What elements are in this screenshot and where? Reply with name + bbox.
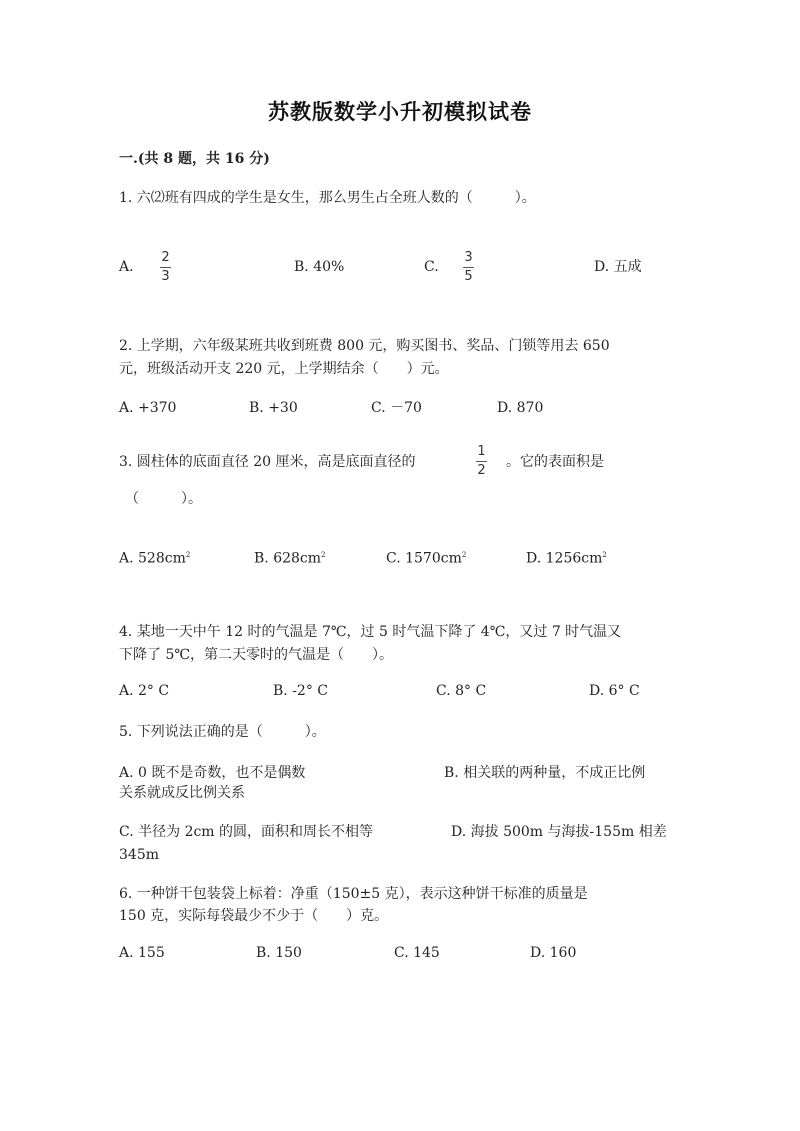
q4-option-c: C. 8° C bbox=[436, 683, 487, 699]
q3-option-c bbox=[386, 545, 466, 569]
fraction-bar bbox=[476, 461, 487, 462]
q5-option-c: C. 半径为 2cm 的圆，面积和周长不相等 bbox=[119, 824, 374, 840]
unit-superscript: 2 bbox=[461, 551, 467, 559]
fraction-numerator: 2 bbox=[161, 250, 170, 265]
section-heading: 一.(共 8 题，共 16 分) bbox=[119, 151, 270, 167]
option-text: A. 528cm bbox=[119, 550, 186, 567]
unit-superscript: 2 bbox=[321, 551, 326, 559]
q1-option-d: D. 五成 bbox=[594, 259, 642, 275]
q6-option-d: D. 160 bbox=[530, 945, 577, 961]
question-1-stem: 1. 六⑵班有四成的学生是女生，那么男生占全班人数的（ ）。 bbox=[119, 190, 536, 206]
q5-option-d-line1: D. 海拔 500m 与海拔-155m 相差 bbox=[451, 824, 667, 840]
q2-option-a: A. +370 bbox=[119, 400, 177, 416]
fraction-numerator: 3 bbox=[464, 250, 473, 265]
question-4-stem-line1: 4. 某地一天中午 12 时的气温是 7℃，过 5 时气温下降了 4℃，又过 7 时气温又 bbox=[119, 624, 622, 640]
q3-option-d bbox=[526, 545, 607, 569]
question-6-stem-line1: 6. 一种饼干包装袋上标着：净重（150±5 克），表示这种饼干标准的质量是 bbox=[119, 886, 588, 902]
question-3-stem-part2: 。它的表面积是 bbox=[506, 454, 604, 470]
q1-option-b: B. 40% bbox=[294, 259, 345, 275]
q2-option-b: B. +30 bbox=[249, 400, 298, 416]
q3-option-b bbox=[254, 545, 326, 569]
question-3-stem-line2: （ ）。 bbox=[125, 491, 202, 507]
fraction-denominator: 3 bbox=[161, 269, 170, 284]
fraction-bar bbox=[160, 267, 171, 268]
question-2-stem-line2: 元，班级活动开支 220 元，上学期结余（ ）元。 bbox=[119, 361, 449, 377]
fraction-denominator: 5 bbox=[464, 269, 473, 284]
q2-option-c: C. －70 bbox=[371, 400, 422, 416]
q6-option-c: C. 145 bbox=[394, 945, 440, 961]
q5-option-a: A. 0 既不是奇数，也不是偶数 bbox=[119, 765, 306, 781]
q6-option-a: A. 155 bbox=[119, 945, 165, 961]
fraction-bar bbox=[463, 267, 474, 268]
fraction-denominator: 2 bbox=[477, 463, 486, 478]
q1-option-a-label: A. bbox=[119, 259, 134, 275]
q4-option-a: A. 2° C bbox=[119, 683, 170, 699]
question-6-stem-line2: 150 克，实际每袋最少不少于（ ）克。 bbox=[119, 908, 389, 924]
page-title: 苏教版数学小升初模拟试卷 bbox=[268, 99, 532, 124]
q5-option-d-line2: 345m bbox=[119, 847, 159, 863]
question-4-stem-line2: 下降了 5℃，第二天零时的气温是（ ）。 bbox=[119, 647, 394, 663]
q2-option-d: D. 870 bbox=[497, 400, 544, 416]
q4-option-b: B. -2° C bbox=[273, 683, 328, 699]
question-2-stem-line1: 2. 上学期，六年级某班共收到班费 800 元，购买图书、奖品、门锁等用去 650 bbox=[119, 338, 610, 354]
unit-superscript: 2 bbox=[185, 551, 191, 559]
unit-superscript: 2 bbox=[602, 551, 607, 559]
q1-option-c-fraction bbox=[463, 251, 474, 284]
q3-stem-fraction bbox=[476, 445, 487, 478]
option-text: D. 1256cm bbox=[526, 550, 603, 567]
q5-option-b-line1: B. 相关联的两种量，不成正比例 bbox=[444, 765, 646, 781]
q3-option-a bbox=[119, 545, 190, 569]
q4-option-d: D. 6° C bbox=[589, 683, 640, 699]
q1-option-a-fraction bbox=[160, 251, 171, 284]
q6-option-b: B. 150 bbox=[256, 945, 302, 961]
question-5-stem: 5. 下列说法正确的是（ ）。 bbox=[119, 724, 326, 740]
q1-option-c-label: C. bbox=[424, 259, 439, 275]
question-3-stem-part1: 3. 圆柱体的底面直径 20 厘米，高是底面直径的 bbox=[119, 454, 416, 470]
option-text: C. 1570cm bbox=[386, 550, 462, 567]
q5-option-b-line2: 关系就成反比例关系 bbox=[119, 785, 245, 801]
option-text: B. 628cm bbox=[254, 550, 322, 567]
fraction-numerator: 1 bbox=[477, 444, 486, 459]
